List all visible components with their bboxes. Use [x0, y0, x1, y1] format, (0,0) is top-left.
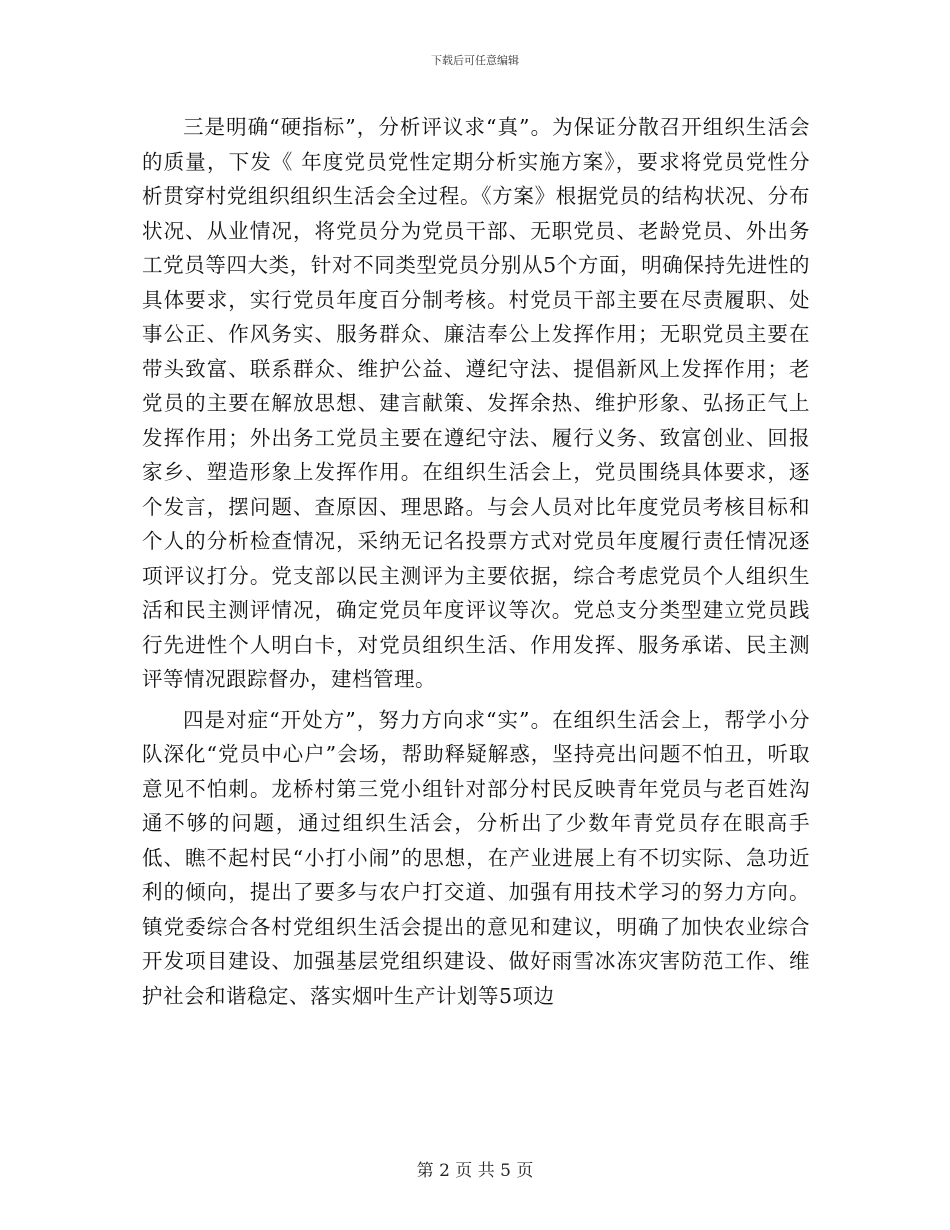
document-body: [142, 110, 810, 1013]
page-number-text: 第 2 页 共 5 页: [416, 1161, 534, 1181]
page-number-footer: [0, 1156, 950, 1181]
paragraph-4-prescription: 四是对症“开处方”，努力方向求“实”。在组织生活会上，帮学小分队深化“党员中心户”会场，帮助释疑解惑，坚持亮出问题不怕丑，听取意见不怕刺。龙桥村第三党小组针对部分村民反映青年党员与老百姓沟通不够的问题，通过组织生活会，分析出了少数年青党员存在眼高手低、瞧不起村民“小打小闹”的思想，在产业进展上有不切实际、急功近利的倾向，提出了要多与农户打交道、加强有用技术学习的努力方向。镇党委综合各村党组织生活会提出的意见和建议，明确了加快农业综合开发项目建设、加强基层党组织建设、做好雨雪冰冻灾害防范工作、维护社会和谐稳定、落实烟叶生产计划等5项边: [142, 707, 810, 1008]
page-header: 下载后可任意编辑: [431, 54, 519, 67]
paragraph-3-hard-indicators: 三是明确“硬指标”，分析评议求“真”。为保证分散召开组织生活会的质量，下发《 年度党员党性定期分析实施方案》，要求将党员党性分析贯穿村党组织组织生活会全过程。《方案》根据党员的结构状况、分布状况、从业情况，将党员分为党员干部、无职党员、老龄党员、外出务工党员等四大类，针对不同类型党员分别从5个方面，明确保持先进性的具体要求，实行党员年度百分制考核。村党员干部主要在尽责履职、处事公正、作风务实、服务群众、廉洁奉公上发挥作用；无职党员主要在带头致富、联系群众、维护公益、遵纪守法、提倡新风上发挥作用；老党员的主要在解放思想、建言献策、发挥余热、维护形象、弘扬正气上发挥作用；外出务工党员主要在遵纪守法、履行义务、致富创业、回报家乡、塑造形象上发挥作用。在组织生活会上，党员围绕具体要求，逐个发言，摆问题、查原因、理思路。与会人员对比年度党员考核目标和个人的分析检查情况，采纳无记名投票方式对党员年度履行责任情况逐项评议打分。党支部以民主测评为主要依据，综合考虑党员个人组织生活和民主测评情况，确定党员年度评议等次。党总支分类型建立党员践行先进性个人明白卡，对党员组织生活、作用发挥、服务承诺、民主测评等情况跟踪督办，建档管理。: [142, 115, 810, 691]
